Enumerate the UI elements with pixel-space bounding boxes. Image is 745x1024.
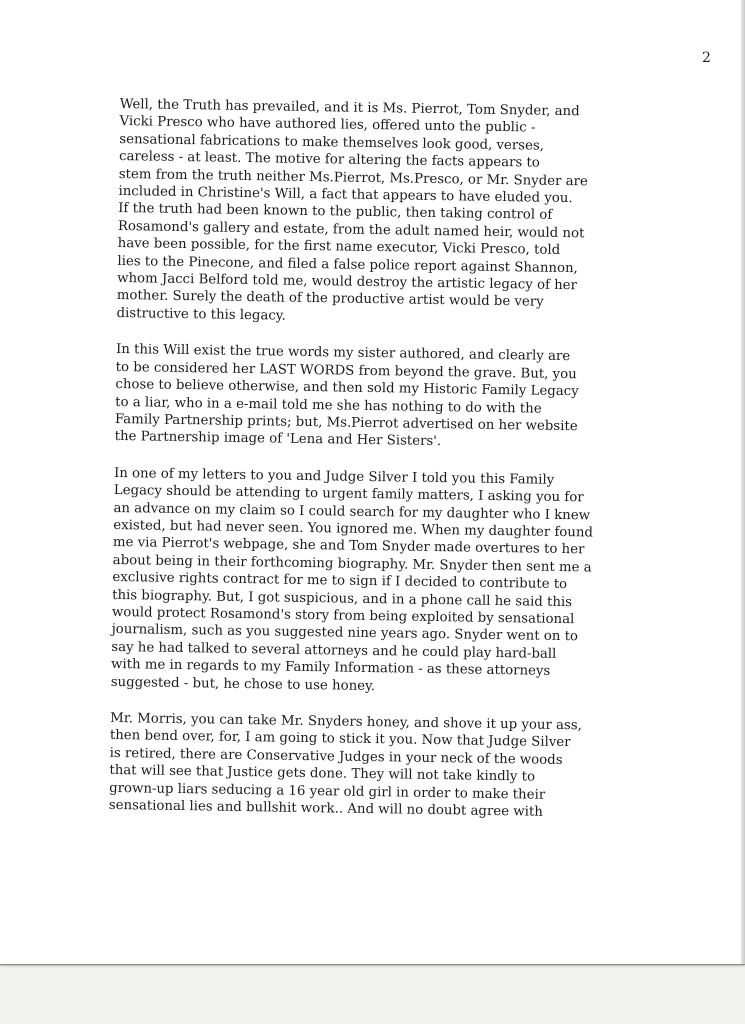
text-line: journalism, such as you suggested nine years ago. Snyder went on to <box>111 622 579 645</box>
text-line: suggested - but, he chose to use honey. <box>110 674 376 694</box>
text-line: stem from the truth neither Ms.Pierrot, Ms.Presco, or Mr. Snyder are <box>118 166 588 189</box>
text-line: sensational fabrications to make themselves look good, verses, <box>119 131 545 154</box>
text-line: included in Christine's Will, a fact that appears to have eluded you. <box>118 184 573 207</box>
text-line: In this Will exist the true words my sister authored, and clearly are <box>115 342 571 365</box>
text-line: the Partnership image of 'Lena and Her Sisters'. <box>114 429 442 450</box>
text-line: exclusive rights contract for me to sign if I decided to contribute to <box>112 570 568 593</box>
text-line: is retired, there are Conservative Judges in your neck of the woods <box>109 745 563 768</box>
text-line: Vicki Presco who have authored lies, offered unto the public - <box>119 114 536 136</box>
text-line: Rosamond's gallery and estate, from the adult named heir, would not <box>117 218 585 242</box>
text-line: Legacy should be attending to urgent family matters, I asking you for <box>113 483 584 506</box>
text-line: would protect Rosamond's story from being exploited by sensational <box>111 604 575 628</box>
text-line: this biography. But, I got suspicious, and in a phone call he said this <box>112 587 573 610</box>
text-line: that will see that Justice gets done. They will not take kindly to <box>109 763 536 785</box>
text-line: me via Pierrot's webpage, she and Tom Snyder made overtures to her <box>112 535 585 558</box>
paragraph-4 <box>109 710 631 823</box>
text-line: grown-up liars seducing a 16 year old girl in order to make their <box>109 780 546 803</box>
text-line: lies to the Pinecone, and filed a false police report against Shannon, <box>117 253 578 276</box>
text-line: If the truth had been known to the public, then taking control of <box>118 201 553 224</box>
text-line: to a liar, who in a e-mail told me she has nothing to do with the <box>115 394 542 417</box>
paragraph-1 <box>116 96 639 330</box>
text-line: with me in regards to my Family Information - as these attorneys <box>110 657 551 680</box>
text-line: Mr. Morris, you can take Mr. Snyders honey, and shove it up your ass, <box>110 710 582 734</box>
text-line: mother. Surely the death of the productive artist would be very <box>116 288 544 311</box>
text-line: Family Partnership prints; but, Ms.Pierrot advertised on her website <box>114 411 578 435</box>
text-line: Well, the Truth has prevailed, and it is Ms. Pierrot, Tom Snyder, and <box>119 96 580 120</box>
page-edge-shadow <box>741 0 745 964</box>
text-line: an advance on my claim so I could search for my daughter who I knew <box>113 500 591 523</box>
text-line: whom Jacci Belford told me, would destroy the artistic legacy of her <box>117 271 578 294</box>
text-line: existed, but had never seen. You ignored me. When my daughter found <box>113 517 594 541</box>
text-line: In one of my letters to you and Judge Silver I told you this Family <box>113 465 555 488</box>
paragraph-3 <box>111 465 634 699</box>
paragraph-2 <box>115 341 637 454</box>
text-line: to be considered her LAST WORDS from beyond the grave. But, you <box>115 359 577 382</box>
page-number: 2 <box>702 50 711 66</box>
letter-body <box>109 96 640 823</box>
text-line: have been possible, for the first name executor, Vicki Presco, told <box>117 236 561 259</box>
text-line: about being in their forthcoming biography. Mr. Snyder then sent me a <box>112 552 592 576</box>
text-line: distructive to this legacy. <box>116 305 286 324</box>
text-line: careless - at least. The motive for altering the facts appears to <box>118 149 540 171</box>
text-line: say he had talked to several attorneys and he could play hard-ball <box>111 639 557 662</box>
text-line: chose to believe otherwise, and then sold my Historic Family Legacy <box>115 377 579 400</box>
text-line: sensational lies and bullshit work.. And will no doubt agree with <box>108 797 543 820</box>
text-line: then bend over, for, I am going to stick it you. Now that Judge Silver <box>109 728 571 751</box>
